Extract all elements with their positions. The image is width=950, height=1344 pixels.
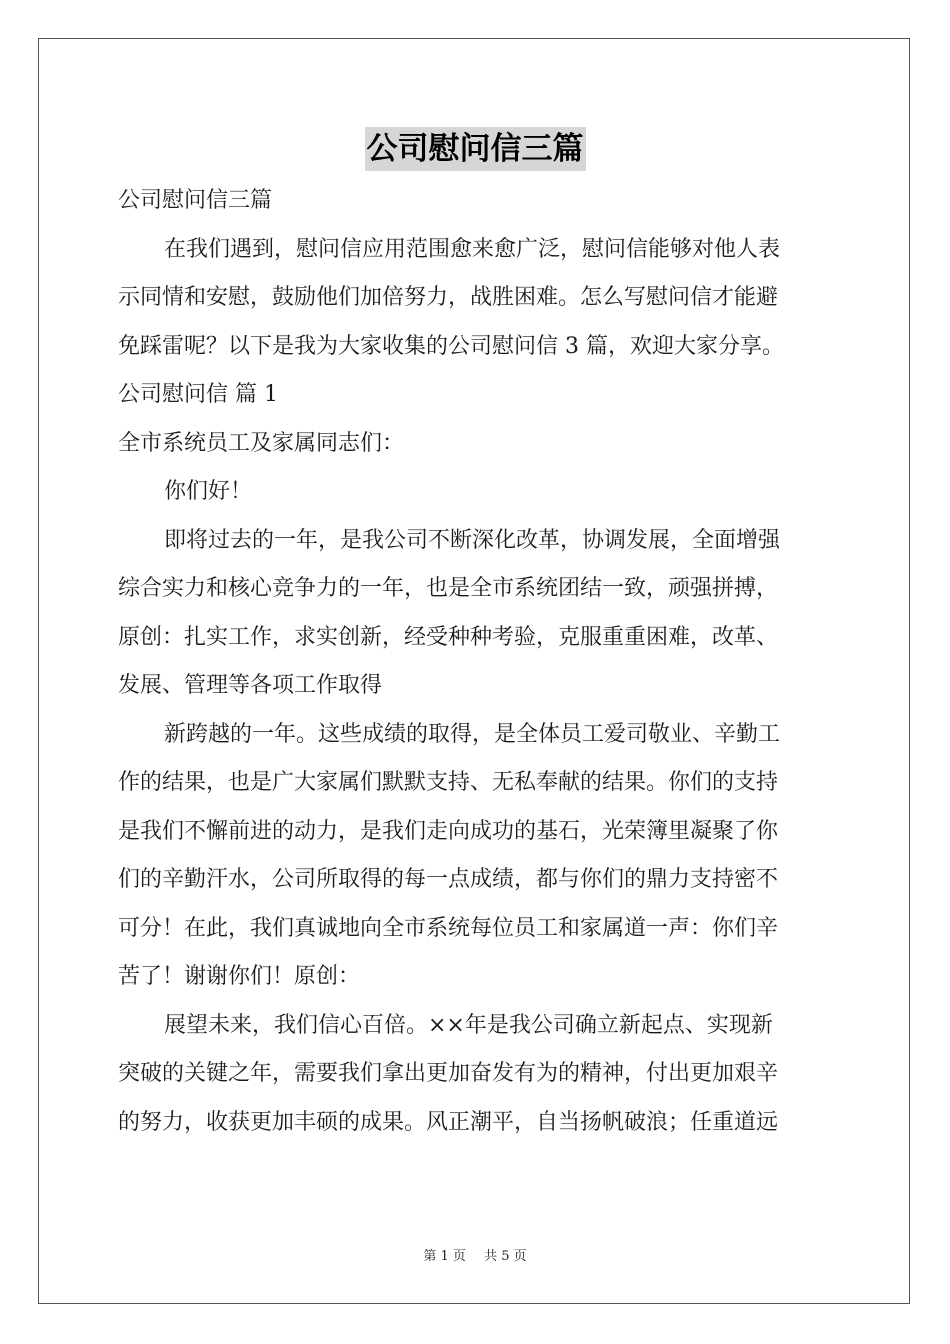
- text-line: 发展、管理等各项工作取得: [118, 673, 383, 698]
- text-line: 的努力，收获更加丰硕的成果。风正潮平，自当扬帆破浪；任重道远: [118, 1109, 779, 1135]
- document-title: 公司慰问信三篇: [365, 127, 586, 171]
- page-number-total: 共 5 页: [484, 1249, 527, 1264]
- document-title-container: [0, 127, 950, 171]
- text-line: 示同情和安慰，鼓励他们加倍努力，战胜困难。怎么写慰问信才能避: [118, 285, 779, 310]
- text-line: 展望未来，我们信心百倍。××年是我公司确立新起点、实现新: [164, 1012, 773, 1038]
- text-line: 们的辛勤汗水，公司所取得的每一点成绩，都与你们的鼎力支持密不: [118, 867, 779, 892]
- text-line: 是我们不懈前进的动力，是我们走向成功的基石，光荣簿里凝聚了你: [118, 818, 779, 844]
- page-number-current: 第 1 页: [423, 1249, 466, 1264]
- text-line: 你们好！: [164, 479, 253, 504]
- text-line: 全市系统员工及家属同志们：: [118, 430, 405, 456]
- text-line: 公司慰问信 篇 1: [118, 382, 278, 407]
- text-line: 在我们遇到，慰问信应用范围愈来愈广泛，慰问信能够对他人表: [164, 236, 781, 262]
- text-line: 苦了！谢谢你们！原创：: [118, 964, 361, 989]
- text-line: 突破的关键之年，需要我们拿出更加奋发有为的精神，付出更加艰辛: [118, 1061, 779, 1086]
- text-line: 新跨越的一年。这些成绩的取得，是全体员工爱司敬业、辛勤工: [164, 721, 781, 747]
- text-line: 公司慰问信三篇: [118, 188, 273, 213]
- text-line: 免踩雷呢？以下是我为大家收集的公司慰问信 3 篇，欢迎大家分享。: [118, 333, 784, 359]
- page-footer: [0, 1245, 950, 1264]
- text-line: 原创：扎实工作，求实创新，经受种种考验，克服重重困难，改革、: [118, 624, 779, 650]
- text-line: 即将过去的一年，是我公司不断深化改革，协调发展，全面增强: [164, 527, 781, 553]
- text-line: 综合实力和核心竞争力的一年，也是全市系统团结一致，顽强拼搏，: [118, 576, 779, 601]
- text-line: 可分！在此，我们真诚地向全市系统每位员工和家属道一声：你们辛: [118, 915, 779, 941]
- document-body: [118, 177, 834, 1147]
- text-line: 作的结果，也是广大家属们默默支持、无私奉献的结果。你们的支持: [118, 770, 779, 795]
